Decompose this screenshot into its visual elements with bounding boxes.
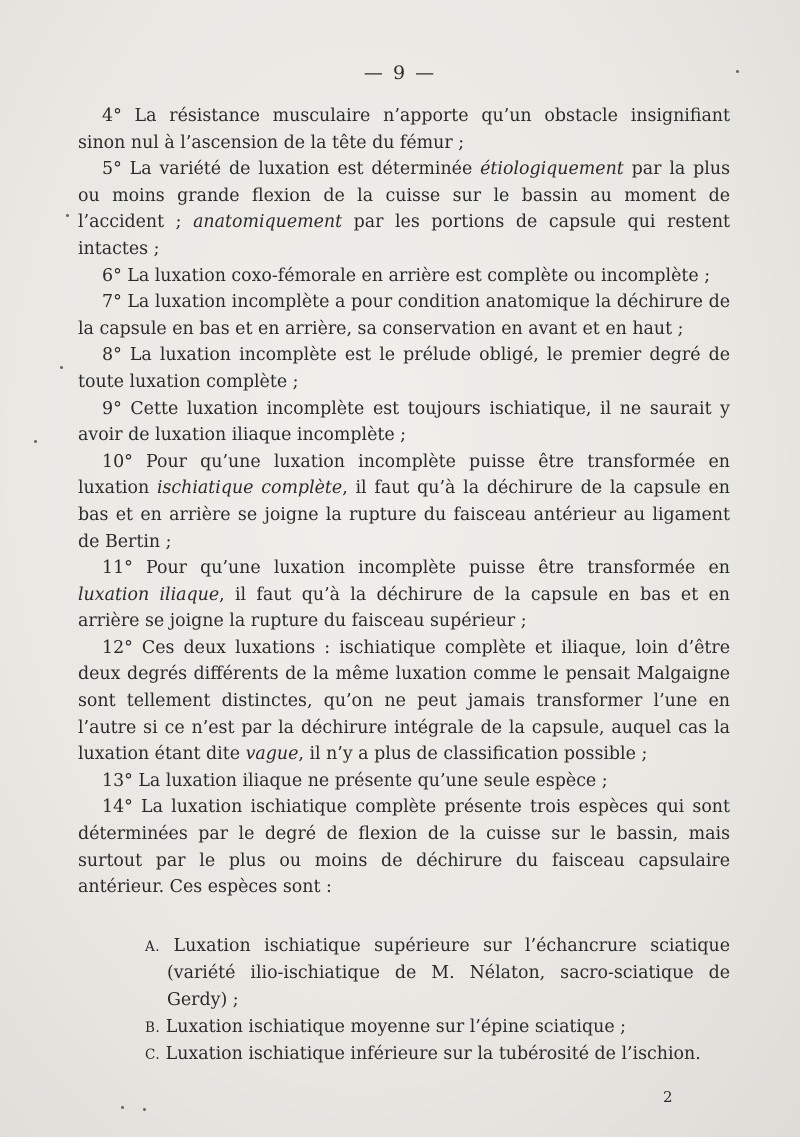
paragraph-14 (78, 794, 730, 900)
paragraph-10 (78, 449, 730, 555)
paper-speck (736, 70, 739, 73)
italic-term: vague (245, 744, 299, 765)
paragraph-5 (78, 156, 730, 262)
italic-term: étiologiquement (480, 159, 624, 180)
list-item (145, 1041, 730, 1069)
list-item-text: Luxation ischiatique supérieure sur l’échancrure sciatique (variété ilio-ischiatique de M. Nélaton, sacro-sciatique de Gerdy) ; (167, 935, 730, 1010)
paper-speck (34, 440, 37, 443)
paragraph-text: 4° La résistance musculaire n’apporte qu’un obstacle insignifiant sinon nul à l’ascension de la tête du fémur ; (78, 106, 730, 153)
paragraph-text: 8° La luxation incomplète est le prélude obligé, le premier degré de toute luxation complète ; (78, 345, 730, 392)
paragraph-8 (78, 342, 730, 395)
list-item (145, 1014, 730, 1042)
list-letter: B. (145, 1019, 161, 1036)
list-letter: A. (145, 938, 161, 955)
paragraph-text: 5° La variété de luxation est déterminée (102, 159, 481, 180)
paragraph-13 (78, 768, 730, 795)
paragraph-text: , il faut qu’à la déchirure de la capsule en bas et en arrière se joigne la rupture du faisceau supérieur ; (78, 584, 730, 632)
paragraph-text: , il faut qu’à la déchirure de la capsule en bas et en arrière se joigne la rupture du faisceau antérieur au ligament de Bertin ; (78, 478, 731, 552)
paragraph-12 (78, 635, 730, 768)
italic-term: ischiatique complète (156, 478, 343, 499)
list-item (145, 933, 730, 1014)
paragraph-7 (78, 289, 730, 342)
paper-speck (66, 214, 69, 217)
paragraph-text: 6° La luxation coxo-fémorale en arrière est complète ou incomplète ; (102, 265, 711, 286)
paragraph-text: 13° La luxation iliaque ne présente qu’une seule espèce ; (102, 770, 608, 791)
paragraph-text: 7° La luxation incomplète a pour condition anatomique la déchirure de la capsule en bas et en arrière, sa conservation en avant et en haut ; (78, 292, 730, 339)
species-list (78, 933, 730, 1069)
paper-speck (60, 366, 63, 369)
paper-speck (121, 1106, 124, 1109)
italic-term: luxation iliaque (78, 584, 220, 605)
paragraph-4 (78, 103, 730, 156)
signature-mark: 2 (663, 1088, 673, 1106)
list-item-text: Luxation ischiatique moyenne sur l’épine sciatique ; (165, 1016, 626, 1037)
italic-term: anatomiquement (193, 212, 343, 233)
paragraph-9 (78, 396, 730, 449)
paragraph-text: , il n’y a plus de classification possible ; (298, 744, 648, 765)
paragraph-text: 14° La luxation ischiatique complète présente trois espèces qui sont déterminées par le degré de flexion de la cuisse sur le bassin, mais surtout par le plus ou moins de déchirure du faisceau capsulaire antérieur. Ces espèces sont : (78, 797, 730, 898)
paragraph-11 (78, 555, 730, 635)
page-number: — 9 — (363, 62, 437, 84)
paragraph-6 (78, 263, 730, 290)
paragraph-text: par les portions de capsule qui restent intactes ; (78, 212, 731, 259)
paragraph-text: par la plus ou moins grande flexion de la cuisse sur le bassin au moment de l’accident ; (78, 159, 730, 233)
paragraph-text: 9° Cette luxation incomplète est toujours ischiatique, il ne saurait y avoir de luxation iliaque incomplète ; (78, 398, 730, 446)
paragraph-text: 12° Ces deux luxations : ischiatique complète et iliaque, loin d’être deux degrés différents de la même luxation comme le pensait Malgaigne sont tellement distinctes, qu’on ne peut jamais transformer l’une en l’autre si ce n’est par la déchirure intégrale de la capsule, auquel cas la luxation étant dite (78, 637, 730, 765)
paragraph-text: 11° Pour qu’une luxation incomplète puisse être transformée en (102, 558, 730, 579)
list-item-text: Luxation ischiatique inférieure sur la tubérosité de l’ischion. (165, 1044, 701, 1065)
list-letter: C. (145, 1047, 161, 1064)
paper-speck (143, 1108, 146, 1111)
paragraph-text: 10° Pour qu’une luxation incomplète puisse être transformée en luxation (78, 451, 730, 499)
body-text (78, 103, 730, 1069)
